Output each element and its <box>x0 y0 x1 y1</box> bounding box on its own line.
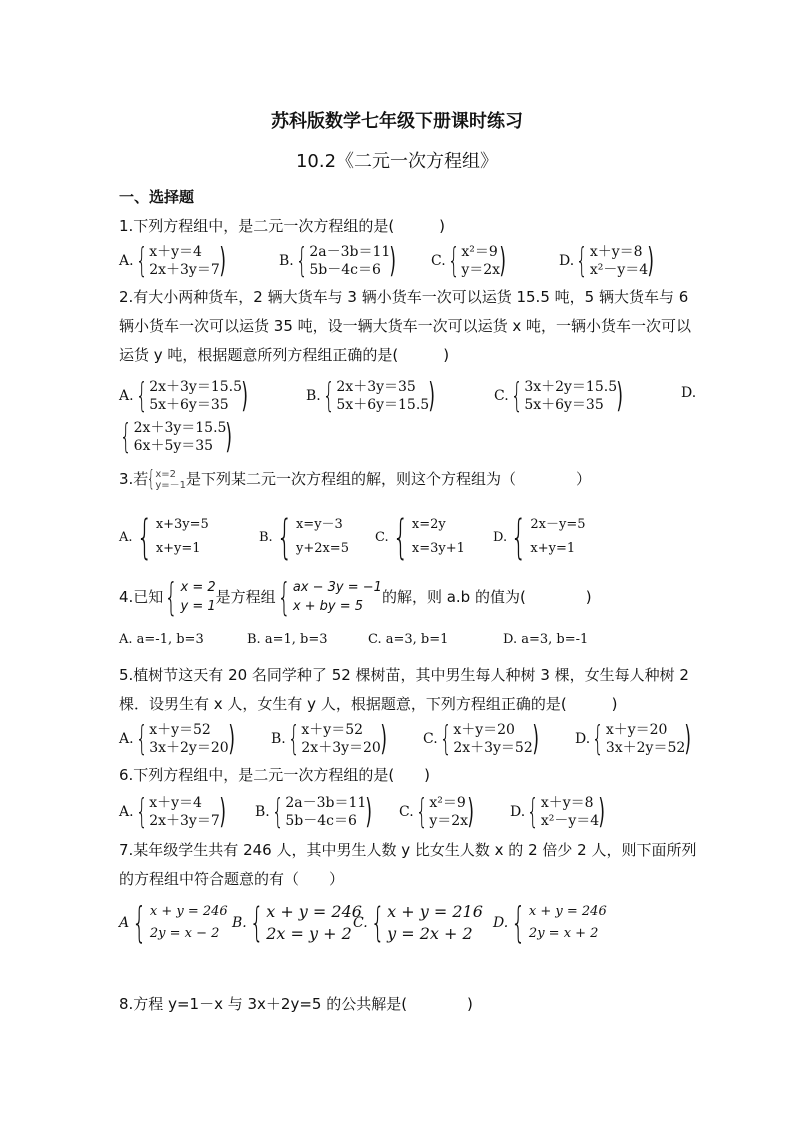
equation: x²－y＝4 <box>540 813 600 829</box>
equation: x＋y＝4 <box>149 244 202 260</box>
option-letter: D. <box>559 253 575 269</box>
equation: 2x＋3y＝20 <box>301 740 381 756</box>
q2-option-b[interactable]: B. { 2x＋3y＝35 5x＋6y＝15.5 ) <box>306 376 436 416</box>
q4-option-b[interactable]: B. a=1, b=3 <box>247 632 328 647</box>
q5-option-b[interactable]: B. { x＋y＝52 2x＋3y＝20 ) <box>271 719 387 759</box>
equation: x+y=1 <box>530 541 576 556</box>
option-letter: C. <box>423 731 438 747</box>
equation: 2x = y + 2 <box>266 924 352 943</box>
q5-option-a[interactable]: A. { x＋y＝52 3x＋2y＝20 ) <box>119 719 235 759</box>
equation: x＋y＝52 <box>301 722 364 738</box>
q3-option-c[interactable]: C. { x=2y x=3y+1 <box>375 510 465 564</box>
equation: 6x＋5y＝35 <box>133 438 214 454</box>
page-subtitle: 10.2《二元一次方程组》 <box>295 151 499 172</box>
option-letter: C. <box>494 388 509 404</box>
question-3-stem: 3.若 { x=2 y=－1 是下列某二元一次方程组的解，则这个方程组为（ ） <box>119 465 699 494</box>
option-letter: C. <box>375 529 389 545</box>
q6-option-a[interactable]: A. { x＋y＝4 2x＋3y＝7 ) <box>119 792 226 832</box>
q1-option-c[interactable]: C. { x²＝9 y＝2x ) <box>431 241 506 281</box>
equation: 2x＋3y＝35 <box>336 379 416 395</box>
equation: x＋y＝20 <box>453 722 515 738</box>
option-letter: A. <box>119 529 133 545</box>
option-letter: B. <box>306 388 321 404</box>
q7-option-a[interactable]: A { x + y = 246 2y = x − 2 <box>119 898 228 947</box>
q6-option-d[interactable]: D. { x＋y＝8 x²－y＝4 ) <box>510 792 606 832</box>
option-letter: B. <box>259 529 273 545</box>
equation: x＋y＝4 <box>149 795 202 811</box>
question-5-stem: 5.植树节这天有 20 名同学种了 52 棵树苗，其中男生每人种树 3 棵，女生每人种树 2 棵．设男生有 x 人，女生有 y 人，根据题意，下列方程组正确的是( ) <box>119 666 689 713</box>
q2-option-d-letter[interactable] <box>681 385 697 401</box>
equation: x + y = 246 <box>528 904 607 919</box>
equation: y＝2x <box>429 813 469 829</box>
page-title: 苏科版数学七年级下册课时练习 <box>271 111 523 132</box>
equation: 2a－3b＝11 <box>285 795 367 811</box>
option-letter: B. <box>271 731 286 747</box>
q7-option-c[interactable]: C. { x + y = 216 y = 2x + 2 <box>353 900 483 946</box>
q6-option-c[interactable]: C. { x²＝9 y＝2x ) <box>399 792 474 832</box>
q4-option-d[interactable]: D. a=3, b=-1 <box>503 632 589 647</box>
q2-option-a[interactable]: A. { 2x＋3y＝15.5 5x＋6y＝35 ) <box>119 376 248 416</box>
equation: 5x＋6y＝15.5 <box>336 397 430 413</box>
equation: 2x－y=5 <box>530 517 586 532</box>
section-heading: 一、选择题 <box>119 188 195 206</box>
option-letter: C. <box>399 804 414 820</box>
option-letter: B. <box>232 915 247 931</box>
q3-option-d[interactable]: D. { 2x－y=5 x+y=1 <box>493 510 586 564</box>
option-letter: A. <box>119 731 134 747</box>
q4-stem-post: 的解，则 a.b 的值为( ) <box>381 587 592 606</box>
equation: 3x＋2y＝52 <box>605 740 686 756</box>
q4-stem-mid: 是方程组 <box>215 587 276 606</box>
option-letter: A. <box>119 804 134 820</box>
equation: 3x＋2y＝20 <box>149 740 229 756</box>
equation: x + y = 246 <box>266 902 362 921</box>
question-7-stem: 7.某年级学生共有 246 人，其中男生人数 y 比女生人数 x 的 2 倍少 2 人，则下面所列的方程组中符合题意的有（ ） <box>119 841 697 888</box>
equation: x=2y <box>411 517 446 532</box>
option-letter: A <box>119 915 130 931</box>
q5-option-d[interactable]: D. { x＋y＝20 3x＋2y＝52 ) <box>575 719 692 759</box>
question-1-stem: 1.下列方程组中，是二元一次方程组的是( ) <box>119 217 446 235</box>
equation: x²＝9 <box>429 795 466 811</box>
q3-stem-pre: 3.若 <box>119 470 149 488</box>
solution-y: y = 1 <box>180 599 216 614</box>
system-eq-1: ax − 3y = −1 <box>292 580 382 595</box>
option-letter: B. <box>255 804 270 820</box>
equation: 3x＋2y＝15.5 <box>524 379 618 395</box>
option-letter: D. <box>493 915 509 931</box>
equation: x＋y＝52 <box>149 722 211 738</box>
q4-option-a[interactable]: A. a=-1, b=3 <box>119 632 204 647</box>
equation: 2x＋3y＝7 <box>149 262 220 278</box>
q3-option-a[interactable]: A. { x+3y=5 x+y=1 <box>119 510 209 564</box>
q7-option-b[interactable]: B. { x + y = 246 2x = y + 2 <box>232 900 362 946</box>
equation: 2y = x + 2 <box>528 926 599 941</box>
q6-option-b[interactable]: B. { 2a－3b＝11 5b－4c＝6 ) <box>255 792 373 832</box>
equation: y+2x=5 <box>295 541 349 556</box>
equation: x＋y＝20 <box>605 722 668 738</box>
question-8-stem: 8.方程 y=1－x 与 3x＋2y=5 的公共解是( ) <box>119 995 473 1013</box>
equation: x+y=1 <box>155 541 201 556</box>
option-letter: D. <box>681 385 697 401</box>
equation: 2x＋3y＝52 <box>453 740 533 756</box>
q1-option-d[interactable]: D. { x＋y＝8 x²－y＝4 ) <box>559 241 655 281</box>
q3-option-b[interactable]: B. { x=y－3 y+2x=5 <box>259 510 349 564</box>
equation: y = 2x + 2 <box>387 924 473 943</box>
q1-option-a[interactable]: A. { x＋y＝4 2x＋3y＝7 ) <box>119 241 226 281</box>
option-letter: C. <box>431 253 446 269</box>
equation: x=y－3 <box>295 517 343 532</box>
q2-option-c[interactable]: C. { 3x＋2y＝15.5 5x＋6y＝35 ) <box>494 376 624 416</box>
solution-x: x = 2 <box>180 580 216 595</box>
equation: 2x＋3y＝15.5 <box>133 420 227 436</box>
equation: 2a－3b＝11 <box>309 244 391 260</box>
option-letter: D. <box>493 529 508 545</box>
option-letter: D. <box>575 731 591 747</box>
system-eq-2: x + by = 5 <box>292 599 364 614</box>
equation: 5b－4c＝6 <box>285 813 357 829</box>
equation: x²－y＝4 <box>589 262 649 278</box>
q5-option-c[interactable]: C. { x＋y＝20 2x＋3y＝52 ) <box>423 719 539 759</box>
equation: x＋y＝8 <box>540 795 594 811</box>
q3-stem-post: 是下列某二元一次方程组的解，则这个方程组为（ ） <box>185 470 591 488</box>
equation: 2y = x − 2 <box>149 926 220 941</box>
q4-stem-pre: 4.已知 <box>119 587 164 606</box>
equation: x + y = 216 <box>387 902 483 921</box>
q1-option-b[interactable]: B. { 2a－3b＝11 5b－4c＝6 ) <box>279 241 397 281</box>
equation: x＋y＝8 <box>589 244 643 260</box>
question-2-stem: 2.有大小两种货车，2 辆大货车与 3 辆小货车一次可以运货 15.5 吨，5 辆大货车与 6 辆小货车一次可以运货 35 吨，设一辆大货车一次可以运货 x 吨，一辆小货车一次可以运货 y 吨，根据题意所列方程组正确的是( ) <box>119 288 692 364</box>
equation: 2x＋3y＝15.5 <box>149 379 242 395</box>
option-letter: A. <box>119 253 134 269</box>
equation: 2x＋3y＝7 <box>149 813 220 829</box>
equation: x + y = 246 <box>149 904 228 919</box>
equation: 5x＋6y＝35 <box>149 397 229 413</box>
q2-option-d[interactable]: { 2x＋3y＝15.5 6x＋5y＝35 ) <box>119 417 233 457</box>
option-letter: D. <box>510 804 526 820</box>
option-letter: B. <box>279 253 294 269</box>
equation: x²＝9 <box>461 244 498 260</box>
question-4-stem: 4.已知 { x = 2 y = 1 是方程组 { ax − 3y = −1 x + by = 5 的解，则 a.b 的值为( ) <box>119 575 592 619</box>
equation: 5x＋6y＝35 <box>524 397 604 413</box>
q7-option-d[interactable]: D. { x + y = 246 2y = x + 2 <box>493 898 607 947</box>
equation: 5b－4c＝6 <box>309 262 381 278</box>
equation: y＝2x <box>461 262 501 278</box>
question-6-stem: 6.下列方程组中，是二元一次方程组的是( ) <box>119 766 431 784</box>
equation: x+3y=5 <box>155 517 209 532</box>
option-letter: C. <box>353 915 368 931</box>
equation: x=3y+1 <box>411 541 465 556</box>
solution-y: y=－1 <box>155 479 186 491</box>
q4-option-c[interactable]: C. a=3, b=1 <box>368 632 449 647</box>
solution-x: x=2 <box>155 468 176 480</box>
option-letter: A. <box>119 388 134 404</box>
